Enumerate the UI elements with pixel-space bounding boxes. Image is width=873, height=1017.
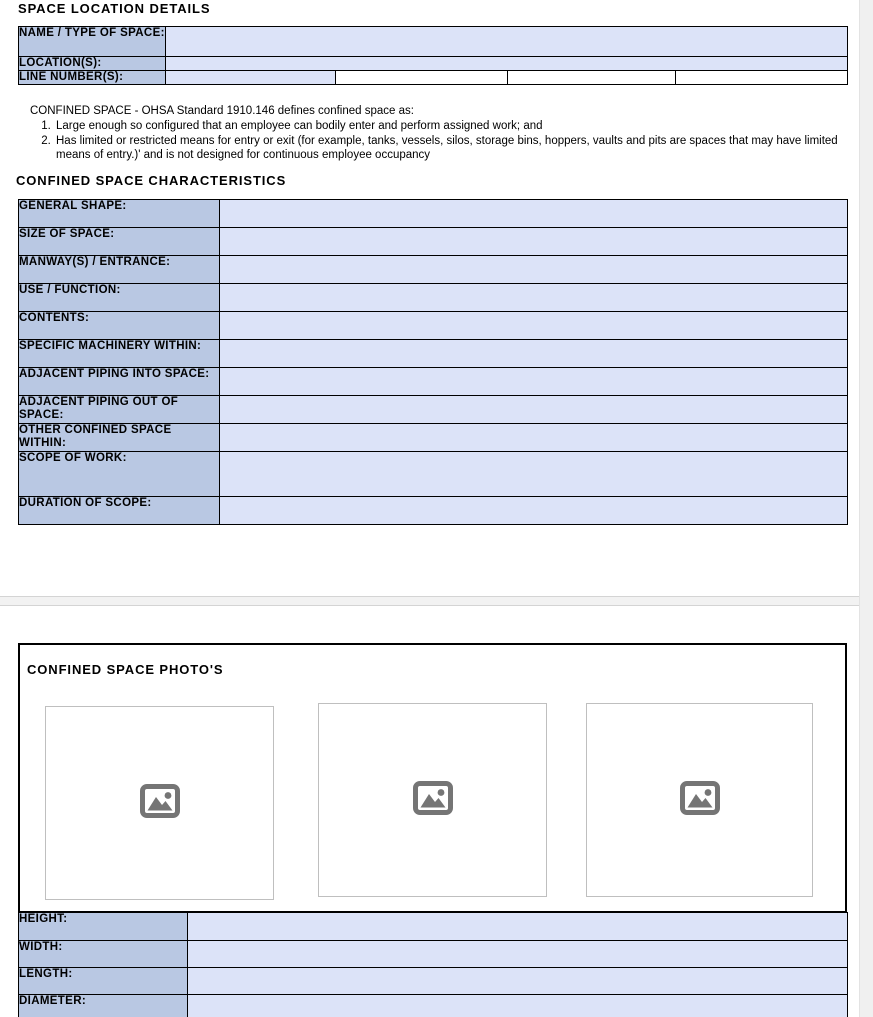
image-placeholder-icon xyxy=(413,781,453,820)
field-input-adjacent-piping-out-of-space[interactable] xyxy=(220,396,848,424)
table-row xyxy=(19,424,848,452)
field-input-adjacent-piping-into-space[interactable] xyxy=(220,368,848,396)
field-input-length[interactable] xyxy=(188,968,848,995)
photo-frame-1[interactable] xyxy=(45,706,274,900)
vertical-scrollbar[interactable] xyxy=(859,0,873,1017)
table-row xyxy=(19,228,848,256)
confined-space-characteristics-heading: CONFINED SPACE CHARACTERISTICS xyxy=(16,173,287,188)
field-input-height[interactable] xyxy=(188,913,848,941)
field-label-other-confined-space-within: OTHER CONFINED SPACE WITHIN: xyxy=(19,424,220,452)
table-row xyxy=(19,368,848,396)
field-input-use-function[interactable] xyxy=(220,284,848,312)
confined-space-definition-note xyxy=(30,104,850,163)
field-label-adjacent-piping-out-of-space: ADJACENT PIPING OUT OF SPACE: xyxy=(19,396,220,424)
field-label-line-numbers: LINE NUMBER(S): xyxy=(19,71,166,85)
field-input-contents[interactable] xyxy=(220,312,848,340)
space-location-details-table xyxy=(18,26,848,85)
field-label-locations: LOCATION(S): xyxy=(19,57,166,71)
field-label-use-function: USE / FUNCTION: xyxy=(19,284,220,312)
photo-frame-row xyxy=(20,645,845,911)
field-label-contents: CONTENTS: xyxy=(19,312,220,340)
field-label-size-of-space: SIZE OF SPACE: xyxy=(19,228,220,256)
field-label-name-type-of-space: NAME / TYPE OF SPACE: xyxy=(19,27,166,57)
image-placeholder-icon xyxy=(680,781,720,820)
page-break-divider xyxy=(0,596,859,606)
field-label-general-shape: GENERAL SHAPE: xyxy=(19,200,220,228)
divider-line-bottom xyxy=(0,605,859,606)
field-input-line-number-4[interactable] xyxy=(676,71,848,85)
list-item: 2. Has limited or restricted means for entry or exit (for example, tanks, vessels, silos, storage bins, hoppers, vaults and pits are spaces that may have limited means of entry.)' and is not designed for continuous employee occupancy xyxy=(54,134,850,162)
field-input-manways-entrance[interactable] xyxy=(220,256,848,284)
field-label-specific-machinery-within: SPECIFIC MACHINERY WITHIN: xyxy=(19,340,220,368)
field-label-duration-of-scope: DURATION OF SCOPE: xyxy=(19,497,220,525)
field-input-line-number-2[interactable] xyxy=(336,71,508,85)
field-label-length: LENGTH: xyxy=(19,968,188,995)
table-row xyxy=(19,27,848,57)
field-input-duration-of-scope[interactable] xyxy=(220,497,848,525)
field-label-width: WIDTH: xyxy=(19,941,188,968)
field-label-manways-entrance: MANWAY(S) / ENTRANCE: xyxy=(19,256,220,284)
table-row xyxy=(19,968,848,995)
table-row xyxy=(19,452,848,497)
field-input-name-type-of-space[interactable] xyxy=(166,27,848,57)
field-input-other-confined-space-within[interactable] xyxy=(220,424,848,452)
field-label-height: HEIGHT: xyxy=(19,913,188,941)
list-item: 1. Large enough so configured that an employee can bodily enter and perform assigned work; and xyxy=(54,119,850,133)
field-label-diameter: DIAMETER: xyxy=(19,995,188,1017)
field-input-line-number-1[interactable] xyxy=(166,71,336,85)
table-row xyxy=(19,312,848,340)
field-input-size-of-space[interactable] xyxy=(220,228,848,256)
field-input-specific-machinery-within[interactable] xyxy=(220,340,848,368)
field-input-locations[interactable] xyxy=(166,57,848,71)
table-row xyxy=(19,256,848,284)
table-row xyxy=(19,913,848,941)
space-dimensions-table xyxy=(18,912,848,1017)
confined-space-photos-panel xyxy=(18,643,847,913)
table-row xyxy=(19,57,848,71)
table-row xyxy=(19,200,848,228)
table-row xyxy=(19,941,848,968)
table-row xyxy=(19,396,848,424)
field-input-scope-of-work[interactable] xyxy=(220,452,848,497)
field-label-adjacent-piping-into-space: ADJACENT PIPING INTO SPACE: xyxy=(19,368,220,396)
divider-band xyxy=(0,597,859,605)
confined-space-characteristics-table xyxy=(18,199,848,525)
field-input-width[interactable] xyxy=(188,941,848,968)
definition-lead-text: CONFINED SPACE - OHSA Standard 1910.146 defines confined space as: xyxy=(30,105,414,117)
space-location-details-heading: SPACE LOCATION DETAILS xyxy=(18,1,211,16)
table-row xyxy=(19,995,848,1017)
table-row xyxy=(19,71,848,85)
table-row xyxy=(19,497,848,525)
field-label-scope-of-work: SCOPE OF WORK: xyxy=(19,452,220,497)
photo-frame-2[interactable] xyxy=(318,703,547,897)
field-input-line-number-3[interactable] xyxy=(508,71,676,85)
image-placeholder-icon xyxy=(140,784,180,823)
table-row xyxy=(19,284,848,312)
field-input-diameter[interactable] xyxy=(188,995,848,1017)
definition-criteria-list xyxy=(30,119,850,162)
photo-frame-3[interactable] xyxy=(586,703,813,897)
table-row xyxy=(19,340,848,368)
field-input-general-shape[interactable] xyxy=(220,200,848,228)
confined-space-photos-heading: CONFINED SPACE PHOTO'S xyxy=(27,662,224,677)
